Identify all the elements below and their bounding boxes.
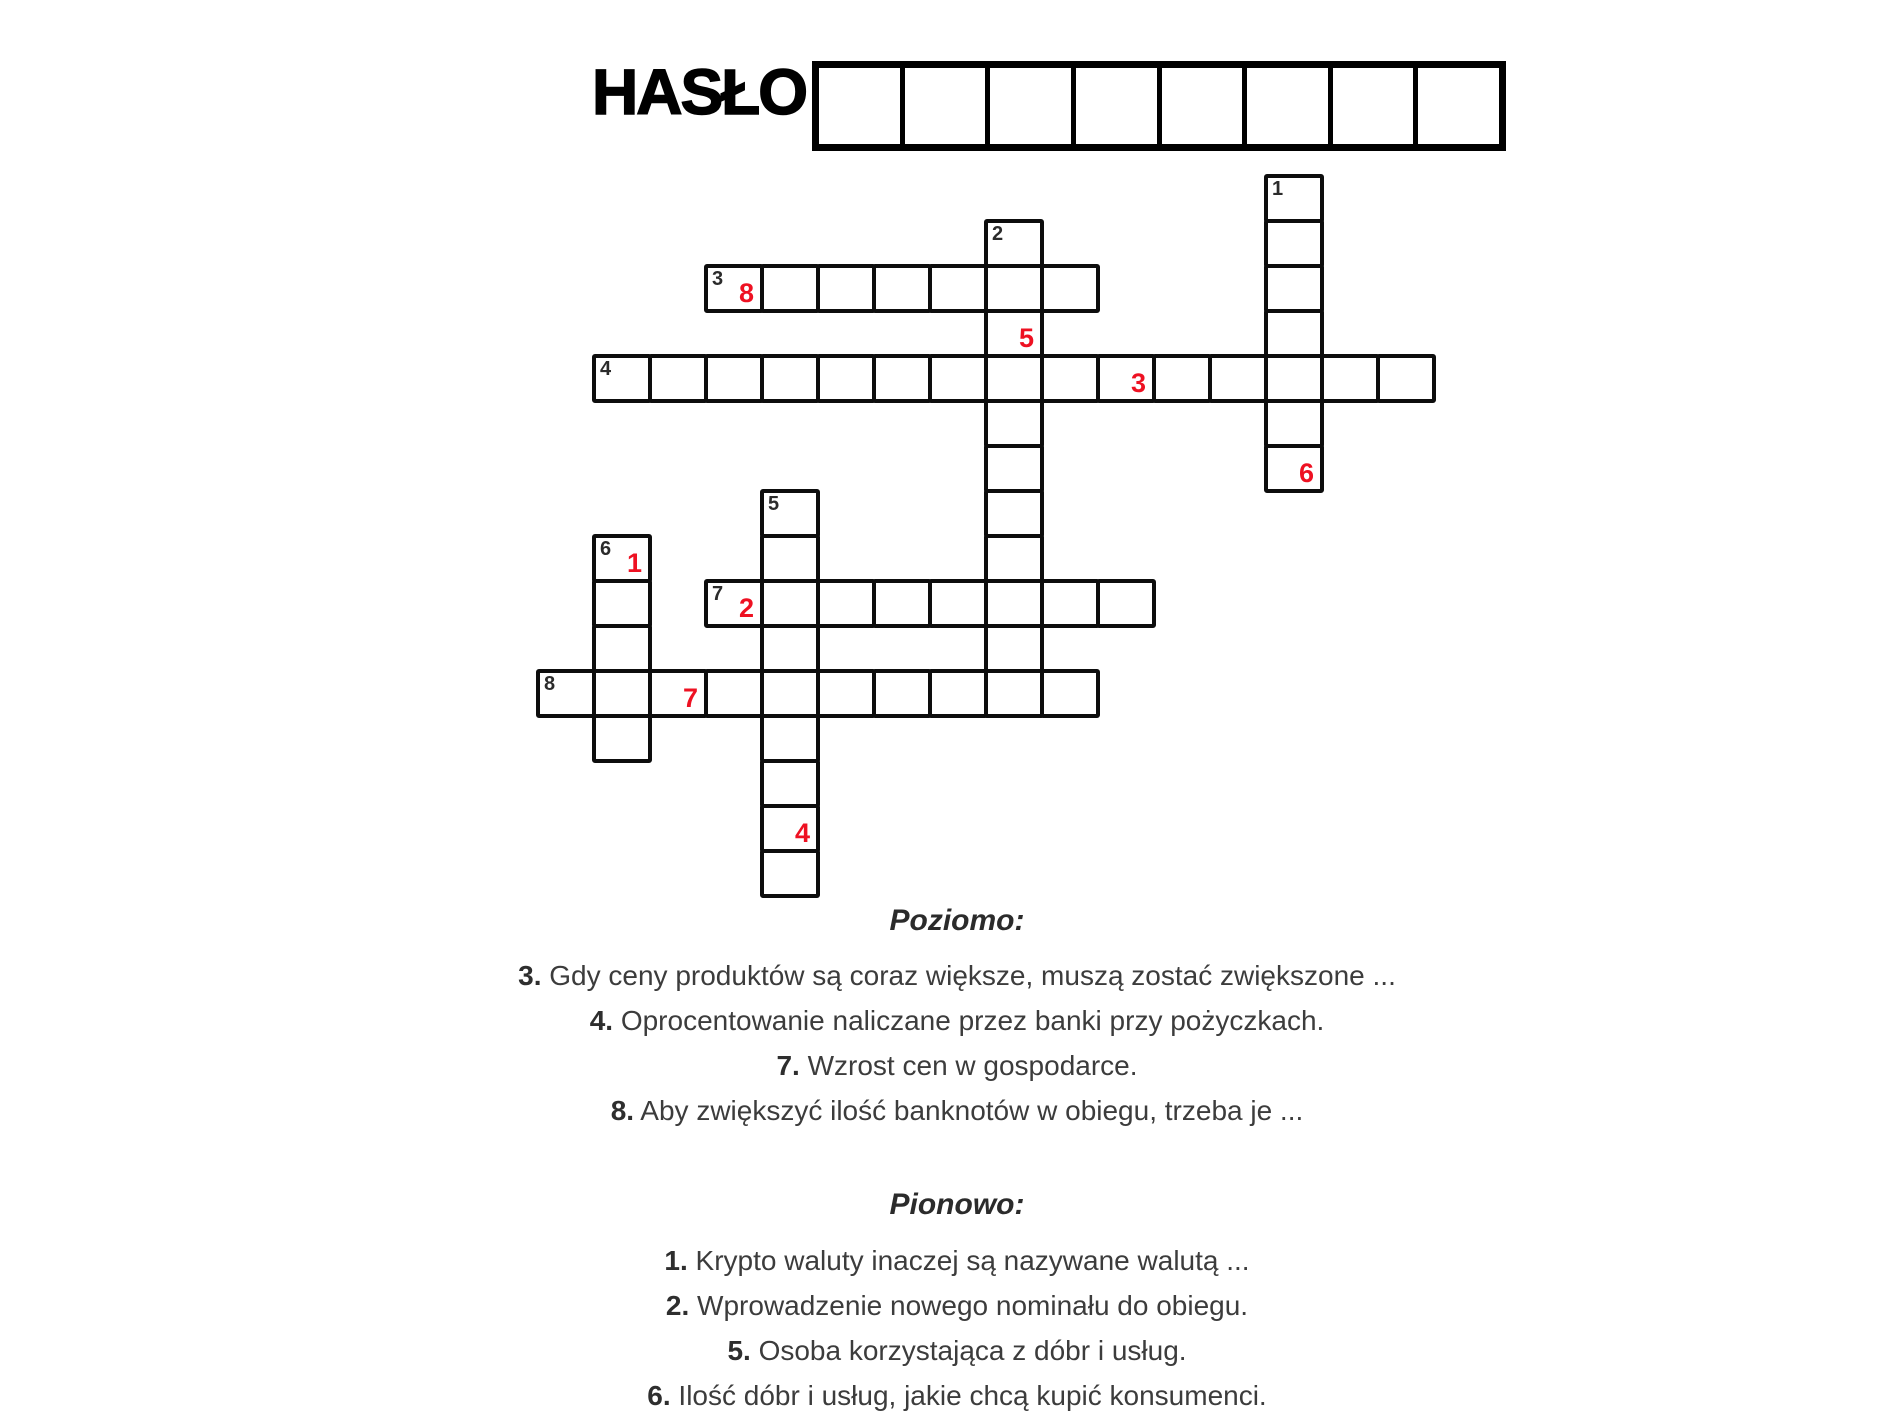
- password-position-digit: 4: [794, 818, 810, 848]
- word-number-label: 7: [712, 583, 724, 605]
- clue-number: 6.: [647, 1380, 671, 1411]
- password-letter-box[interactable]: [1328, 68, 1414, 144]
- crossword-cell[interactable]: [760, 669, 820, 718]
- crossword-cell[interactable]: [816, 669, 876, 718]
- down-clues-heading: Pionowo:: [889, 1188, 1025, 1221]
- crossword-cell[interactable]: [816, 264, 876, 313]
- password-letter-box[interactable]: [1242, 68, 1328, 144]
- password-letter-box[interactable]: [985, 68, 1071, 144]
- clue: [12, 1002, 1890, 1040]
- crossword-cell[interactable]: [872, 579, 932, 628]
- crossword-cell[interactable]: [984, 669, 1044, 718]
- password-letter-box[interactable]: [1071, 68, 1157, 144]
- password-letter-box[interactable]: [1413, 68, 1499, 144]
- crossword-cell[interactable]: [1264, 399, 1324, 448]
- password-letter-box[interactable]: [900, 68, 986, 144]
- clue-text: Oprocentowanie naliczane przez banki przy pożyczkach.: [613, 1005, 1325, 1036]
- word-number-label: 4: [600, 358, 612, 380]
- password-position-digit: 2: [738, 593, 754, 623]
- clue-text: Wzrost cen w gospodarce.: [799, 1050, 1138, 1081]
- crossword-cell[interactable]: [928, 669, 988, 718]
- crossword-cell[interactable]: [872, 354, 932, 403]
- crossword-cell[interactable]: [760, 534, 820, 583]
- crossword-cell[interactable]: [1096, 354, 1156, 403]
- across-clues-heading: Poziomo:: [889, 904, 1025, 937]
- crossword-cell[interactable]: [1040, 354, 1100, 403]
- crossword-cell[interactable]: [984, 264, 1044, 313]
- crossword-cell[interactable]: [872, 264, 932, 313]
- crossword-cell[interactable]: [592, 624, 652, 673]
- crossword-cell[interactable]: [984, 534, 1044, 583]
- crossword-cell[interactable]: [704, 669, 764, 718]
- crossword-cell[interactable]: [1264, 309, 1324, 358]
- clue-number: 1.: [664, 1245, 688, 1276]
- crossword-cell[interactable]: [1320, 354, 1380, 403]
- crossword-cell[interactable]: [760, 849, 820, 898]
- clue-text: Aby zwiększyć ilość banknotów w obiegu, trzeba je ...: [634, 1095, 1304, 1126]
- crossword-cell[interactable]: [592, 579, 652, 628]
- crossword-cell[interactable]: [816, 579, 876, 628]
- password-label: HASŁO: [592, 56, 806, 128]
- crossword-cell[interactable]: [760, 624, 820, 673]
- crossword-cell[interactable]: [592, 714, 652, 763]
- crossword-cell[interactable]: [592, 354, 652, 403]
- crossword-cell[interactable]: [928, 579, 988, 628]
- word-number-label: 5: [768, 493, 780, 515]
- crossword-cell[interactable]: [760, 759, 820, 808]
- clue-number: 2.: [665, 1290, 690, 1321]
- password-position-digit: 1: [626, 548, 642, 578]
- password-position-digit: 6: [1298, 458, 1314, 488]
- crossword-cell[interactable]: [984, 489, 1044, 538]
- word-number-label: 6: [600, 538, 612, 560]
- crossword-cell[interactable]: [760, 579, 820, 628]
- clue: [12, 1242, 1890, 1280]
- password-position-digit: 5: [1018, 323, 1034, 353]
- crossword-cell[interactable]: [1264, 264, 1324, 313]
- clue-number: 7.: [776, 1050, 800, 1081]
- crossword-cell[interactable]: [984, 624, 1044, 673]
- clue-number: 3.: [518, 960, 542, 991]
- crossword-cell[interactable]: [760, 489, 820, 538]
- crossword-cell[interactable]: [984, 309, 1044, 358]
- crossword-cell[interactable]: [1208, 354, 1268, 403]
- crossword-cell[interactable]: [984, 219, 1044, 268]
- clue: [12, 1287, 1890, 1325]
- password-position-digit: 7: [682, 683, 698, 713]
- clue: [12, 957, 1890, 995]
- crossword-cell[interactable]: [928, 264, 988, 313]
- crossword-cell[interactable]: [1264, 174, 1324, 223]
- crossword-cell[interactable]: [984, 354, 1044, 403]
- crossword-cell[interactable]: [1040, 579, 1100, 628]
- clue-text: Ilość dóbr i usług, jakie chcą kupić konsumenci.: [670, 1380, 1267, 1411]
- crossword-cell[interactable]: [1040, 669, 1100, 718]
- crossword-cell[interactable]: [1096, 579, 1156, 628]
- crossword-cell[interactable]: [760, 264, 820, 313]
- word-number-label: 8: [544, 673, 556, 695]
- crossword-cell[interactable]: [760, 354, 820, 403]
- clue-text: Gdy ceny produktów są coraz większe, muszą zostać zwiększone ...: [541, 960, 1396, 991]
- clue: [12, 1332, 1890, 1370]
- crossword-cell[interactable]: [648, 669, 708, 718]
- word-number-label: 1: [1272, 178, 1284, 200]
- crossword-cell[interactable]: [592, 534, 652, 583]
- clue-text: Osoba korzystająca z dóbr i usług.: [750, 1335, 1187, 1366]
- clue-text: Krypto waluty inaczej są nazywane walutą ...: [687, 1245, 1250, 1276]
- password-letter-box[interactable]: [819, 68, 900, 144]
- crossword-cell[interactable]: [984, 444, 1044, 493]
- crossword-cell[interactable]: [648, 354, 708, 403]
- clue-number: 8.: [610, 1095, 635, 1126]
- crossword-cell[interactable]: [760, 804, 820, 853]
- crossword-cell[interactable]: [592, 669, 652, 718]
- crossword-cell[interactable]: [1376, 354, 1436, 403]
- crossword-cell[interactable]: [1040, 264, 1100, 313]
- password-position-digit: 8: [738, 278, 754, 308]
- clue-text: Wprowadzenie nowego nominału do obiegu.: [689, 1290, 1249, 1321]
- clue-number: 4.: [589, 1005, 614, 1036]
- crossword-cell[interactable]: [704, 354, 764, 403]
- password-position-digit: 3: [1130, 368, 1146, 398]
- clue-number: 5.: [727, 1335, 751, 1366]
- crossword-cell[interactable]: [1152, 354, 1212, 403]
- crossword-cell[interactable]: [872, 669, 932, 718]
- clue: [12, 1092, 1890, 1130]
- crossword-cell[interactable]: [984, 399, 1044, 448]
- crossword-cell[interactable]: [928, 354, 988, 403]
- crossword-cell[interactable]: [816, 354, 876, 403]
- crossword-cell[interactable]: [1264, 354, 1324, 403]
- password-letter-box[interactable]: [1157, 68, 1243, 144]
- crossword-cell[interactable]: [704, 579, 764, 628]
- password-boxes: [812, 61, 1506, 151]
- crossword-cell[interactable]: [760, 714, 820, 763]
- crossword-cell[interactable]: [1264, 444, 1324, 493]
- crossword-cell[interactable]: [1264, 219, 1324, 268]
- crossword-cell[interactable]: [984, 579, 1044, 628]
- crossword-cell[interactable]: [536, 669, 596, 718]
- word-number-label: 3: [712, 268, 724, 290]
- crossword-cell[interactable]: [704, 264, 764, 313]
- clue: [12, 1047, 1890, 1085]
- clue: [12, 1377, 1890, 1415]
- word-number-label: 2: [992, 223, 1004, 245]
